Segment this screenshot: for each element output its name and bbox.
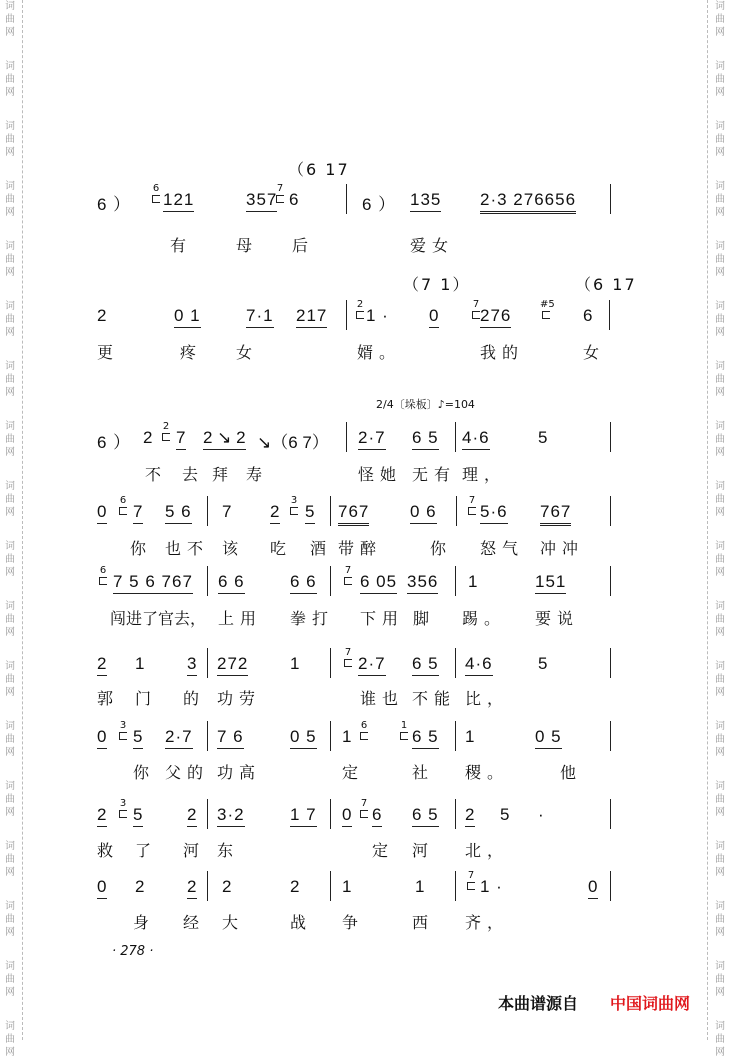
note-group: 6 ） bbox=[362, 195, 397, 214]
watermark-text: 词曲网 bbox=[5, 241, 15, 278]
right-margin-line bbox=[707, 0, 708, 1040]
note-group: 7 bbox=[222, 502, 233, 521]
note-group: 2 bbox=[270, 502, 280, 524]
lyric-text: 了 bbox=[135, 841, 158, 860]
note-group: · bbox=[538, 805, 545, 824]
note-group: 2 bbox=[187, 805, 197, 827]
grace-bracket-icon bbox=[119, 732, 127, 740]
grace-bracket-icon bbox=[119, 810, 127, 818]
barline bbox=[610, 648, 611, 678]
lyric-text: 该 bbox=[222, 539, 245, 558]
watermark-text: 词曲网 bbox=[715, 181, 725, 218]
grace-bracket-icon bbox=[356, 311, 364, 319]
grace-bracket-icon bbox=[290, 507, 298, 515]
lyric-text: 经 bbox=[183, 913, 206, 932]
lyric-text: 闯进了官去， bbox=[110, 609, 207, 628]
note-group: 1 7 bbox=[290, 805, 317, 827]
lyric-text: 母 bbox=[236, 236, 259, 255]
note-group: 5 bbox=[538, 428, 549, 447]
watermark-text: 词曲网 bbox=[5, 181, 15, 218]
watermark-text: 词曲网 bbox=[715, 361, 725, 398]
grace-note bbox=[398, 721, 410, 740]
note-group: 6 5 bbox=[412, 727, 439, 749]
note-group: 1 · bbox=[366, 306, 389, 325]
watermark-text: 词曲网 bbox=[5, 601, 15, 638]
lyric-text: 争 bbox=[342, 913, 365, 932]
note-group: 2·7 bbox=[358, 428, 386, 450]
note-group: 272 bbox=[217, 654, 248, 676]
watermark-text: 词曲网 bbox=[5, 361, 15, 398]
watermark-text: 词曲网 bbox=[5, 721, 15, 758]
lyric-text: 定 bbox=[372, 841, 395, 860]
note-group: 7·1 bbox=[246, 306, 274, 328]
lyric-text: 稷。 bbox=[465, 763, 510, 782]
grace-bracket-icon bbox=[162, 433, 170, 441]
lyric-text: 西 bbox=[412, 913, 435, 932]
barline bbox=[207, 799, 208, 829]
tempo-marking: 2/4〔垛板〕♪=104 bbox=[376, 398, 475, 411]
grace-note-digit: #5 bbox=[540, 299, 555, 310]
note-group: 5 6 bbox=[165, 502, 192, 524]
lyric-text: 功高 bbox=[217, 763, 262, 782]
watermark-text: 词曲网 bbox=[5, 841, 15, 878]
grace-note bbox=[466, 496, 478, 515]
note-group: 7 bbox=[133, 502, 143, 524]
barline bbox=[330, 496, 331, 526]
lyric-text: 带醉 bbox=[338, 539, 383, 558]
grace-note bbox=[274, 184, 286, 203]
watermark-text: 词曲网 bbox=[715, 601, 725, 638]
note-group: 6 bbox=[372, 805, 382, 827]
watermark-text: 词曲网 bbox=[715, 1, 725, 38]
barline bbox=[207, 566, 208, 596]
note-group: 0 bbox=[97, 877, 107, 899]
barline bbox=[455, 871, 456, 901]
lyric-text: 疼 bbox=[180, 343, 203, 362]
note-group: 6 5 bbox=[412, 428, 439, 450]
watermark-text: 词曲网 bbox=[715, 121, 725, 158]
note-group: 0 bbox=[97, 502, 107, 524]
note-group: 1 bbox=[415, 877, 426, 896]
grace-note-digit: 7 bbox=[276, 183, 284, 194]
grace-bracket-icon bbox=[400, 732, 408, 740]
lyric-text: 吃 bbox=[270, 539, 293, 558]
barline bbox=[330, 566, 331, 596]
lyric-text: 怪她 bbox=[358, 465, 403, 484]
lyric-text: 不能 bbox=[412, 689, 457, 708]
watermark-text: 词曲网 bbox=[5, 961, 15, 998]
lyric-text: 战 bbox=[290, 913, 313, 932]
note-group: 0 5 bbox=[290, 727, 317, 749]
lyric-text: 你 bbox=[430, 539, 453, 558]
lyric-text: 齐， bbox=[465, 913, 510, 932]
grace-bracket-icon bbox=[472, 311, 480, 319]
watermark-text: 词曲网 bbox=[715, 661, 725, 698]
grace-note bbox=[288, 496, 300, 515]
barline bbox=[610, 496, 611, 526]
barline bbox=[610, 871, 611, 901]
lyric-text: 大 bbox=[222, 913, 245, 932]
lyric-text: 东 bbox=[217, 841, 240, 860]
lyric-text: 无有 bbox=[412, 465, 457, 484]
grace-note-digit: 7 bbox=[344, 565, 352, 576]
watermark-text: 词曲网 bbox=[715, 541, 725, 578]
grace-bracket-icon bbox=[542, 311, 550, 319]
note-group: 0 bbox=[429, 306, 439, 328]
note-group: 2 bbox=[143, 428, 154, 447]
note-group: 6 05 bbox=[360, 572, 397, 594]
grace-note-digit: 2 bbox=[162, 421, 170, 432]
lyric-text: 身 bbox=[133, 913, 156, 932]
note-group: 2 bbox=[135, 877, 146, 896]
barline bbox=[207, 496, 208, 526]
note-group: 2 bbox=[222, 877, 233, 896]
lyric-text: 怒气 bbox=[480, 539, 525, 558]
watermark-text: 词曲网 bbox=[5, 481, 15, 518]
grace-note bbox=[117, 721, 129, 740]
watermark-text: 词曲网 bbox=[5, 541, 15, 578]
watermark-text: 词曲网 bbox=[715, 1021, 725, 1058]
watermark-text: 词曲网 bbox=[5, 1021, 15, 1058]
note-group: 1 bbox=[465, 727, 476, 746]
barline bbox=[330, 721, 331, 751]
note-group: 0 bbox=[342, 805, 352, 827]
barline bbox=[455, 721, 456, 751]
watermark-text: 词曲网 bbox=[715, 61, 725, 98]
watermark-text: 词曲网 bbox=[5, 1, 15, 38]
note-group: 1 bbox=[468, 572, 479, 591]
note-group: 0 6 bbox=[410, 502, 437, 524]
lyric-text: 河 bbox=[183, 841, 206, 860]
note-group: 2·7 bbox=[358, 654, 386, 676]
note-group: 217 bbox=[296, 306, 327, 328]
lyric-text: 冲冲 bbox=[540, 539, 585, 558]
lyric-text: 社 bbox=[412, 763, 435, 782]
grace-note bbox=[358, 721, 370, 740]
watermark-text: 词曲网 bbox=[5, 61, 15, 98]
lyric-text: 郭 bbox=[97, 689, 120, 708]
watermark-text: 词曲网 bbox=[715, 241, 725, 278]
grace-note bbox=[358, 799, 370, 818]
grace-note-digit: 3 bbox=[119, 798, 127, 809]
lyric-text: 踢。 bbox=[462, 609, 507, 628]
barline bbox=[346, 422, 347, 452]
lyric-text: 上用 bbox=[218, 609, 263, 628]
watermark-text: 词曲网 bbox=[5, 661, 15, 698]
grace-note bbox=[117, 496, 129, 515]
note-group: 5·6 bbox=[480, 502, 508, 524]
note-group: 1 bbox=[342, 727, 353, 746]
note-group: 135 bbox=[410, 190, 441, 212]
lyric-text: 女 bbox=[236, 343, 259, 362]
note-group: 6 6 bbox=[290, 572, 317, 594]
watermark-text: 词曲网 bbox=[715, 901, 725, 938]
barline bbox=[346, 184, 347, 214]
lyric-text: 后 bbox=[292, 236, 315, 255]
note-group: 1 bbox=[135, 654, 146, 673]
note-group: 6 5 bbox=[412, 805, 439, 827]
grace-note bbox=[117, 799, 129, 818]
watermark-text: 词曲网 bbox=[715, 481, 725, 518]
grace-note-digit: 6 bbox=[119, 495, 127, 506]
grace-note-digit: 6 bbox=[152, 183, 160, 194]
lyric-text: 去 bbox=[182, 465, 205, 484]
note-group: 357 bbox=[246, 190, 277, 212]
lyric-text: 门 bbox=[135, 689, 158, 708]
grace-bracket-icon bbox=[152, 195, 160, 203]
note-group: 5 bbox=[133, 805, 143, 827]
barline bbox=[455, 799, 456, 829]
lyric-text: 婿。 bbox=[357, 343, 402, 362]
instrumental-interlude: （6 17 bbox=[575, 275, 637, 294]
lyric-text: 爱女 bbox=[410, 236, 455, 255]
watermark-text: 词曲网 bbox=[715, 421, 725, 458]
lyric-text: 的 bbox=[183, 689, 206, 708]
note-group: 356 bbox=[407, 572, 438, 594]
watermark-text: 词曲网 bbox=[5, 121, 15, 158]
grace-note-digit: 3 bbox=[119, 720, 127, 731]
watermark-text: 词曲网 bbox=[5, 301, 15, 338]
grace-note bbox=[97, 566, 109, 585]
note-group: 3·2 bbox=[217, 805, 245, 827]
lyric-text: 不 bbox=[145, 465, 168, 484]
lyric-text: 要说 bbox=[535, 609, 580, 628]
note-group: 121 bbox=[163, 190, 194, 212]
barline bbox=[455, 422, 456, 452]
note-group: 6 bbox=[289, 190, 300, 209]
lyric-text: 有 bbox=[170, 236, 193, 255]
grace-note-digit: 7 bbox=[468, 495, 476, 506]
grace-bracket-icon bbox=[344, 659, 352, 667]
grace-note bbox=[342, 648, 354, 667]
note-group: 151 bbox=[535, 572, 566, 594]
grace-bracket-icon bbox=[119, 507, 127, 515]
barline bbox=[330, 871, 331, 901]
lyric-text: 你 bbox=[130, 539, 153, 558]
note-group: 4·6 bbox=[462, 428, 490, 450]
grace-bracket-icon bbox=[360, 732, 368, 740]
watermark-text: 词曲网 bbox=[715, 721, 725, 758]
grace-note-digit: 6 bbox=[99, 565, 107, 576]
lyric-text: 北， bbox=[465, 841, 510, 860]
note-group: 1 bbox=[342, 877, 353, 896]
barline bbox=[455, 648, 456, 678]
lyric-text: 酒 bbox=[310, 539, 333, 558]
note-group: 5 bbox=[133, 727, 143, 749]
note-group: 3 bbox=[187, 654, 197, 676]
grace-note-digit: 2 bbox=[356, 299, 364, 310]
watermark-text: 词曲网 bbox=[5, 901, 15, 938]
lyric-text: 比， bbox=[465, 689, 510, 708]
note-group: 767 bbox=[540, 502, 571, 526]
lyric-text: 也不 bbox=[165, 539, 210, 558]
note-group: 6 5 bbox=[412, 654, 439, 676]
barline bbox=[610, 422, 611, 452]
note-group: 2 ↘ 2 bbox=[203, 428, 246, 450]
note-group: 2 bbox=[97, 654, 107, 676]
note-group: 4·6 bbox=[465, 654, 493, 676]
grace-bracket-icon bbox=[468, 507, 476, 515]
note-group: 5 bbox=[538, 654, 549, 673]
barline bbox=[207, 648, 208, 678]
left-margin-line bbox=[22, 0, 23, 1040]
note-group: 1 · bbox=[480, 877, 503, 896]
note-group: 7 6 bbox=[217, 727, 244, 749]
note-group: 7 5 6 767 bbox=[113, 572, 193, 594]
grace-note-digit: 7 bbox=[467, 870, 475, 881]
watermark-text: 词曲网 bbox=[5, 781, 15, 818]
grace-bracket-icon bbox=[344, 577, 352, 585]
grace-note-digit: 1 bbox=[400, 720, 408, 731]
instrumental-interlude: （7 1） bbox=[403, 275, 471, 294]
barline bbox=[610, 721, 611, 751]
lyric-text: 救 bbox=[97, 841, 120, 860]
lyric-text: 下用 bbox=[360, 609, 405, 628]
note-group: 0 1 bbox=[174, 306, 201, 328]
note-group: 276 bbox=[480, 306, 511, 328]
grace-note bbox=[342, 566, 354, 585]
watermark-text: 词曲网 bbox=[715, 301, 725, 338]
grace-note bbox=[354, 300, 366, 319]
footer-site-link[interactable]: 中国词曲网 bbox=[610, 994, 691, 1013]
barline bbox=[456, 496, 457, 526]
note-group: 6 ） bbox=[97, 433, 132, 452]
grace-note bbox=[540, 299, 555, 319]
barline bbox=[610, 184, 611, 214]
grace-bracket-icon bbox=[360, 810, 368, 818]
lyric-text: 理， bbox=[462, 465, 507, 484]
watermark-text: 词曲网 bbox=[715, 961, 725, 998]
note-group: 6 ） bbox=[97, 195, 132, 214]
lyric-text: 功劳 bbox=[217, 689, 262, 708]
grace-bracket-icon bbox=[276, 195, 284, 203]
note-group: 2 bbox=[290, 877, 301, 896]
lyric-text: 更 bbox=[97, 343, 120, 362]
grace-note-digit: 7 bbox=[344, 647, 352, 658]
note-group: 767 bbox=[338, 502, 369, 526]
grace-bracket-icon bbox=[467, 882, 475, 890]
grace-note bbox=[160, 422, 172, 441]
watermark-text: 词曲网 bbox=[5, 421, 15, 458]
lyric-text: 父的 bbox=[165, 763, 210, 782]
note-group: 2 bbox=[187, 877, 197, 899]
lyric-text: 定 bbox=[342, 763, 365, 782]
note-group: 0 bbox=[97, 727, 107, 749]
barline bbox=[330, 648, 331, 678]
note-group: 2 bbox=[465, 805, 475, 827]
lyric-text: 拳打 bbox=[290, 609, 335, 628]
barline bbox=[609, 300, 610, 330]
barline bbox=[346, 300, 347, 330]
lyric-text: 拜 bbox=[212, 465, 235, 484]
grace-note-digit: 7 bbox=[472, 299, 480, 310]
note-group: 2·3 276656 bbox=[480, 190, 576, 214]
lyric-text: 河 bbox=[412, 841, 435, 860]
lyric-text: 我的 bbox=[480, 343, 525, 362]
barline bbox=[330, 799, 331, 829]
note-group: 5 bbox=[305, 502, 315, 524]
note-group: 5 bbox=[500, 805, 511, 824]
footer-source-label: 本曲谱源自 bbox=[498, 994, 579, 1013]
note-group: 0 bbox=[588, 877, 598, 899]
barline bbox=[207, 871, 208, 901]
watermark-text: 词曲网 bbox=[715, 781, 725, 818]
grace-note-digit: 7 bbox=[360, 798, 368, 809]
note-group: ↘（6 7） bbox=[257, 433, 329, 452]
lyric-text: 谁也 bbox=[360, 689, 405, 708]
barline bbox=[455, 566, 456, 596]
note-group: 2 bbox=[97, 805, 107, 827]
note-group: 7 bbox=[176, 428, 186, 450]
barline bbox=[610, 566, 611, 596]
note-group: 6 bbox=[583, 306, 594, 325]
note-group: 6 6 bbox=[218, 572, 245, 594]
note-group: 0 5 bbox=[535, 727, 562, 749]
barline bbox=[610, 799, 611, 829]
watermark-text: 词曲网 bbox=[715, 841, 725, 878]
grace-note-digit: 3 bbox=[290, 495, 298, 506]
lyric-text: 你 bbox=[133, 763, 156, 782]
grace-note bbox=[465, 871, 477, 890]
grace-bracket-icon bbox=[99, 577, 107, 585]
note-group: 1 bbox=[290, 654, 301, 673]
note-group: 2·7 bbox=[165, 727, 193, 749]
lyric-text: 脚 bbox=[413, 609, 436, 628]
note-group: 2 bbox=[97, 306, 108, 325]
lyric-text: 女 bbox=[583, 343, 606, 362]
lyric-text: 寿 bbox=[246, 465, 269, 484]
grace-note-digit: 6 bbox=[360, 720, 368, 731]
instrumental-interlude: （6 17 bbox=[288, 160, 350, 179]
grace-note bbox=[150, 184, 162, 203]
page-number: · 278 · bbox=[112, 944, 154, 959]
lyric-text: 他 bbox=[560, 763, 583, 782]
barline bbox=[207, 721, 208, 751]
